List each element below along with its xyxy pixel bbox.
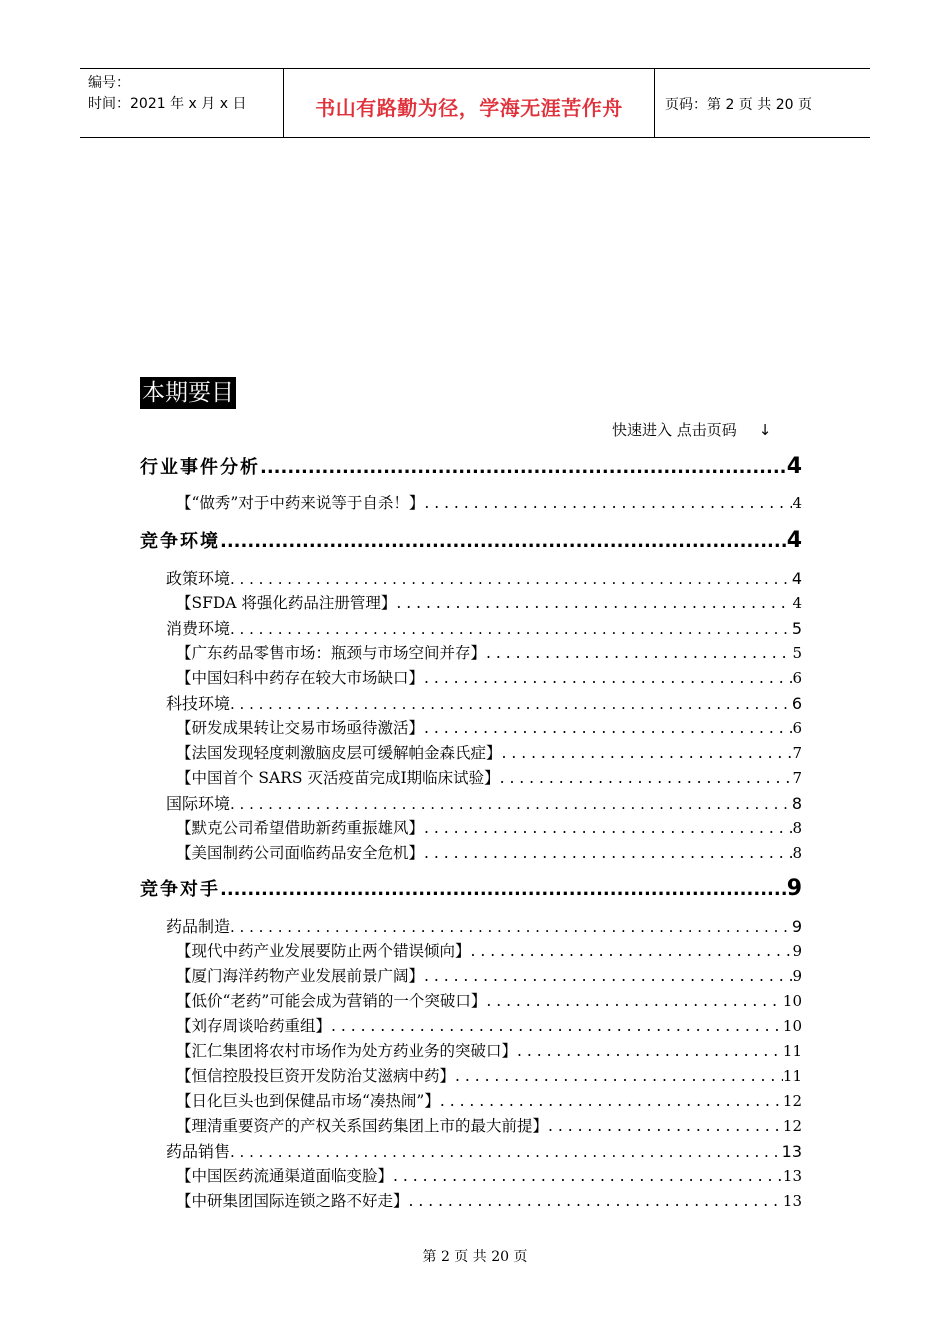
- toc-page-link[interactable]: 11: [782, 1042, 802, 1060]
- toc-leader-dots: [393, 1167, 783, 1185]
- document-number-label: 编号：: [88, 75, 130, 91]
- toc-leader-dots: [409, 1192, 783, 1210]
- toc-entry-article[interactable]: [176, 1089, 802, 1111]
- toc-leader-dots: [220, 531, 787, 552]
- toc-page-link[interactable]: 4: [791, 569, 802, 588]
- quick-nav-hint: [612, 419, 771, 440]
- toc-entry-article[interactable]: [176, 939, 802, 961]
- toc-entry-label: 【SFDA 将强化药品注册管理】: [176, 594, 397, 612]
- toc-leader-dots: [230, 570, 792, 588]
- toc-entry-label: 【广东药品零售市场：瓶颈与市场空间并存】: [176, 644, 487, 662]
- toc-leader-dots: [440, 1092, 783, 1110]
- quick-nav-text: 快速进入 点击页码: [612, 421, 737, 439]
- toc-entry-label: 【“做秀”对于中药来说等于自杀！】: [176, 494, 425, 512]
- toc-entry-article[interactable]: [176, 591, 802, 613]
- toc-leader-dots: [502, 744, 793, 762]
- toc-entry-label: 【中国妇科中药存在较大市场缺口】: [176, 669, 425, 687]
- toc-entry-label: 【汇仁集团将农村市场作为处方药业务的突破口】: [176, 1042, 518, 1060]
- toc-page-link[interactable]: 10: [782, 992, 802, 1010]
- toc-entry-label: 【厦门海洋药物产业发展前景广阔】: [176, 967, 425, 985]
- toc-page-link[interactable]: 4: [786, 454, 802, 479]
- toc-leader-dots: [331, 1017, 783, 1035]
- toc-page-link[interactable]: 6: [792, 719, 802, 737]
- toc-entry-article[interactable]: [176, 964, 802, 986]
- toc-page-link[interactable]: 8: [792, 844, 802, 862]
- toc-entry-article[interactable]: [176, 1189, 802, 1211]
- toc-leader-dots: [230, 918, 792, 936]
- toc-entry-section[interactable]: [140, 875, 802, 901]
- toc-entry-article[interactable]: [176, 816, 802, 838]
- toc-entry-label: 【日化巨头也到保健品市场“凑热闹”】: [176, 1092, 440, 1110]
- toc-page-link[interactable]: 12: [782, 1092, 802, 1110]
- toc-entry-article[interactable]: [176, 641, 802, 663]
- toc-page-link[interactable]: 13: [782, 1167, 802, 1185]
- toc-entry-article[interactable]: [176, 1064, 802, 1086]
- toc-entry-label: 药品销售: [166, 1142, 231, 1161]
- toc-page-link[interactable]: 11: [782, 1067, 802, 1085]
- toc-entry-article[interactable]: [176, 1114, 802, 1136]
- toc-entry-label: 科技环境: [166, 694, 231, 713]
- toc-entry-label: 国际环境: [166, 794, 231, 813]
- toc-entry-section[interactable]: [140, 527, 802, 553]
- toc-page-link[interactable]: 9: [792, 942, 802, 960]
- toc-entry-label: 【中国医药流通渠道面临变脸】: [176, 1167, 394, 1185]
- toc-leader-dots: [548, 1117, 783, 1135]
- toc-leader-dots: [260, 457, 787, 478]
- toc-entry-label: 【理清重要资产的产权关系国药集团上市的最大前提】: [176, 1117, 549, 1135]
- toc-entry-subsection[interactable]: [166, 691, 802, 714]
- toc-leader-dots: [424, 669, 792, 687]
- toc-entry-article[interactable]: [176, 741, 802, 763]
- toc-leader-dots: [424, 967, 792, 985]
- toc-page-link[interactable]: 10: [782, 1017, 802, 1035]
- toc-page-link[interactable]: 7: [792, 769, 802, 787]
- toc-leader-dots: [424, 719, 792, 737]
- toc-entry-article[interactable]: [176, 1039, 802, 1061]
- toc-entry-label: 【中研集团国际连锁之路不好走】: [176, 1192, 409, 1210]
- toc-leader-dots: [471, 942, 793, 960]
- toc-entry-label: 【现代中药产业发展要防止两个错误倾向】: [176, 942, 471, 960]
- toc-entry-article[interactable]: [176, 716, 802, 738]
- toc-entry-label: 竞争对手: [140, 879, 220, 900]
- toc-leader-dots: [455, 1067, 783, 1085]
- toc-page-link[interactable]: 4: [792, 494, 802, 512]
- toc-entry-subsection[interactable]: [166, 616, 802, 639]
- toc-page-link[interactable]: 5: [792, 644, 802, 662]
- toc-page-link[interactable]: 12: [782, 1117, 802, 1135]
- toc-entry-label: 行业事件分析: [140, 457, 260, 478]
- toc-entry-article[interactable]: [176, 989, 802, 1011]
- toc-entry-label: 【低价“老药”可能会成为营销的一个突破口】: [176, 992, 487, 1010]
- toc-page-link[interactable]: 5: [791, 619, 802, 638]
- toc-entry-label: 政策环境: [166, 569, 231, 588]
- toc-entry-label: 【中国首个 SARS 灭活疫苗完成Ⅰ期临床试验】: [176, 769, 500, 787]
- toc-page-link[interactable]: 7: [792, 744, 802, 762]
- toc-entry-label: 【默克公司希望借助新药重振雄风】: [176, 819, 425, 837]
- toc-page-link[interactable]: 13: [782, 1192, 802, 1210]
- toc-leader-dots: [230, 620, 792, 638]
- toc-leader-dots: [396, 594, 792, 612]
- toc-entry-article[interactable]: [176, 1014, 802, 1036]
- toc-leader-dots: [230, 695, 792, 713]
- toc-leader-dots: [486, 992, 783, 1010]
- toc-page-link[interactable]: 13: [781, 1142, 802, 1161]
- toc-entry-label: 消费环境: [166, 619, 231, 638]
- toc-entry-label: 【美国制药公司面临药品安全危机】: [176, 844, 425, 862]
- toc-entry-article[interactable]: [176, 841, 802, 863]
- toc-entry-article[interactable]: [176, 766, 802, 788]
- toc-entry-label: 竞争环境: [140, 531, 220, 552]
- toc-page-link[interactable]: 8: [792, 819, 802, 837]
- toc-entry-article[interactable]: [176, 1164, 802, 1186]
- toc-entry-article[interactable]: [176, 491, 802, 513]
- toc-entry-subsection[interactable]: [166, 566, 802, 589]
- toc-entry-subsection[interactable]: [166, 1139, 802, 1162]
- document-date: 时间：2021 年 x 月 x 日: [88, 96, 247, 112]
- page-footer: 第 2 页 共 20 页: [422, 1249, 528, 1265]
- toc-page-link[interactable]: 4: [792, 594, 802, 612]
- toc-page-link[interactable]: 8: [791, 794, 802, 813]
- toc-leader-dots: [500, 769, 793, 787]
- toc-leader-dots: [424, 844, 792, 862]
- header-meta-cell: [80, 69, 284, 137]
- toc-page-link[interactable]: 9: [791, 917, 802, 936]
- toc-page-link[interactable]: 6: [791, 694, 802, 713]
- arrow-down-icon: ↓: [758, 421, 772, 439]
- toc-entry-subsection[interactable]: [166, 914, 802, 937]
- toc-entry-section[interactable]: [140, 453, 802, 479]
- toc-entry-subsection[interactable]: [166, 791, 802, 814]
- toc-entry-label: 【研发成果转让交易市场亟待激活】: [176, 719, 425, 737]
- toc-page-link[interactable]: 6: [792, 669, 802, 687]
- toc-page-link[interactable]: 4: [786, 528, 802, 553]
- toc-leader-dots: [424, 819, 792, 837]
- header-page-info: 页码：第 2 页 共 20 页: [665, 97, 812, 113]
- toc-leader-dots: [230, 1143, 782, 1161]
- toc-page-link[interactable]: 9: [786, 876, 802, 901]
- toc-entry-label: 【恒信控股投巨资开发防治艾滋病中药】: [176, 1067, 456, 1085]
- header-motto-cell: [284, 69, 655, 137]
- toc-leader-dots: [517, 1042, 783, 1060]
- toc-entry-article[interactable]: [176, 666, 802, 688]
- toc-page-link[interactable]: 9: [792, 967, 802, 985]
- header-page-cell: [655, 69, 870, 137]
- header-motto: 书山有路勤为径，学海无涯苦作舟: [315, 96, 623, 120]
- document-header: [80, 68, 870, 138]
- toc-leader-dots: [486, 644, 792, 662]
- toc-title: 本期要目: [140, 377, 236, 409]
- toc-entry-label: 药品制造: [166, 917, 231, 936]
- toc-entry-label: 【刘存周谈哈药重组】: [176, 1017, 332, 1035]
- toc-leader-dots: [424, 494, 792, 512]
- toc-leader-dots: [220, 879, 787, 900]
- toc-entry-label: 【法国发现轻度刺激脑皮层可缓解帕金森氏症】: [176, 744, 502, 762]
- toc-leader-dots: [230, 795, 792, 813]
